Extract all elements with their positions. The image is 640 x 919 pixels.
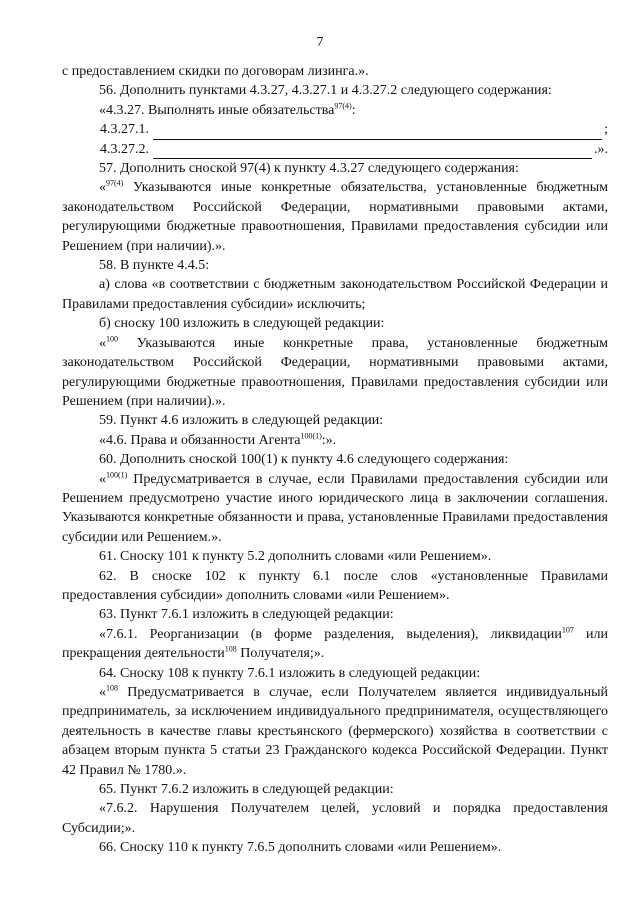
- item-65: 65. Пункт 7.6.2 изложить в следующей редакции:: [99, 782, 394, 798]
- footnote-ref: 108: [106, 683, 118, 693]
- fill-in-line: [153, 126, 602, 140]
- item-58: 58. В пункте 4.4.5:: [99, 258, 210, 274]
- footnote-ref: 100(1): [106, 469, 128, 479]
- item-64: 64. Сноску 108 к пункту 7.6.1 изложить в следующей редакции:: [99, 665, 481, 681]
- item-58-a: а) слова «в соответствии с бюджетным законодательством Российской Федерации и Правилами предоставления субсидии» исключить;: [62, 277, 608, 312]
- footnote-97-4-text: «$^{97(4)}$ Указываются иные конкретные обязательства, установленные бюджетным законодательством Российской Федерации, нормативными правовыми актами, регулирующими бюджетные правоотношения, Правилами предоставления субсидии или Решением (при наличии).».: [62, 178, 608, 254]
- footnote-ref: 97(4): [334, 101, 352, 111]
- footnote-ref: 100(1): [300, 431, 322, 441]
- blank-line-4-3-27-2: 4.3.27.2. .».: [62, 140, 608, 159]
- item-59: 59. Пункт 4.6 изложить в следующей редакции:: [99, 413, 384, 429]
- paragraph-continuation: с предоставлением скидки по договорам лизинга.».: [62, 64, 369, 79]
- item-57: 57. Дополнить сноской 97(4) к пункту 4.3.27 следующего содержания:: [99, 161, 519, 177]
- item-66: 66. Сноску 110 к пункту 7.6.5 дополнить словами «или Решением».: [99, 840, 502, 856]
- item-7-6-2: «7.6.2. Нарушения Получателем целей, условий и порядка предоставления Субсидии;».: [62, 801, 608, 836]
- blank-line-4-3-27-1: 4.3.27.1. ;: [62, 120, 608, 139]
- footnote-100-text: «$^{100}$ Указываются иные конкретные права, установленные бюджетным законодательством Российской Федерации, нормативными правовыми актами, регулирующими бюджетные правоотношения, Правилами предоставления субсидии или Решением (при наличии).».: [62, 334, 608, 409]
- page-number: 7: [316, 35, 324, 50]
- footnote-ref: 108: [224, 644, 237, 654]
- item-60: 60. Дополнить сноской 100(1) к пункту 4.6 следующего содержания:: [99, 452, 509, 468]
- item-61: 61. Сноску 101 к пункту 5.2 дополнить словами «или Решением».: [99, 549, 492, 565]
- footnote-108-text: «$^{108}$ Предусматривается в случае, если Получателем является индивидуальный предприниматель, за исключением индивидуального предпринимателя, осуществляющего деятельность в качестве главы крестьянского (фермерского) хозяйства в соответствии с абзацем вторым пункта 5 статьи 23 Гражданского кодекса Российской Федерации. Пункт 42 Правил № 1780.».: [62, 683, 608, 778]
- document-body: [62, 62, 608, 858]
- fill-in-line: [153, 145, 592, 159]
- item-62: 62. В сноске 102 к пункту 6.1 после слов «установленные Правилами предоставления субсидии» дополнить словами «или Решением».: [62, 568, 608, 603]
- item-7-6-1: «7.6.1. Реорганизации (в форме разделения, выделения), ликвидации$^{107}$ или прекращения деятельности$^{108}$ Получателя;».: [62, 625, 608, 662]
- footnote-ref: 107: [561, 625, 574, 635]
- item-58-b: б) сноску 100 изложить в следующей редакции:: [99, 316, 385, 332]
- footnote-ref: 97(4): [106, 178, 124, 188]
- footnote-100-1-text: «$^{100(1)}$ Предусматривается в случае, если Правилами предоставления субсидии или Решением предусмотрено участие иного юридического лица в заключении соглашения. Указываются конкретные обязанности и права, установленные Правилами предоставления субсидии или Решением.».: [62, 469, 608, 545]
- item-4-6: «4.6. Права и обязанности Агента$^{100(1)}$:».: [99, 431, 337, 448]
- item-63: 63. Пункт 7.6.1 изложить в следующей редакции:: [99, 607, 394, 623]
- item-56: 56. Дополнить пунктами 4.3.27, 4.3.27.1 и 4.3.27.2 следующего содержания:: [99, 83, 552, 99]
- item-4-3-27: «4.3.27. Выполнять иные обязательства$^{97(4)}$:: [99, 101, 356, 118]
- footnote-ref: 100: [106, 334, 118, 344]
